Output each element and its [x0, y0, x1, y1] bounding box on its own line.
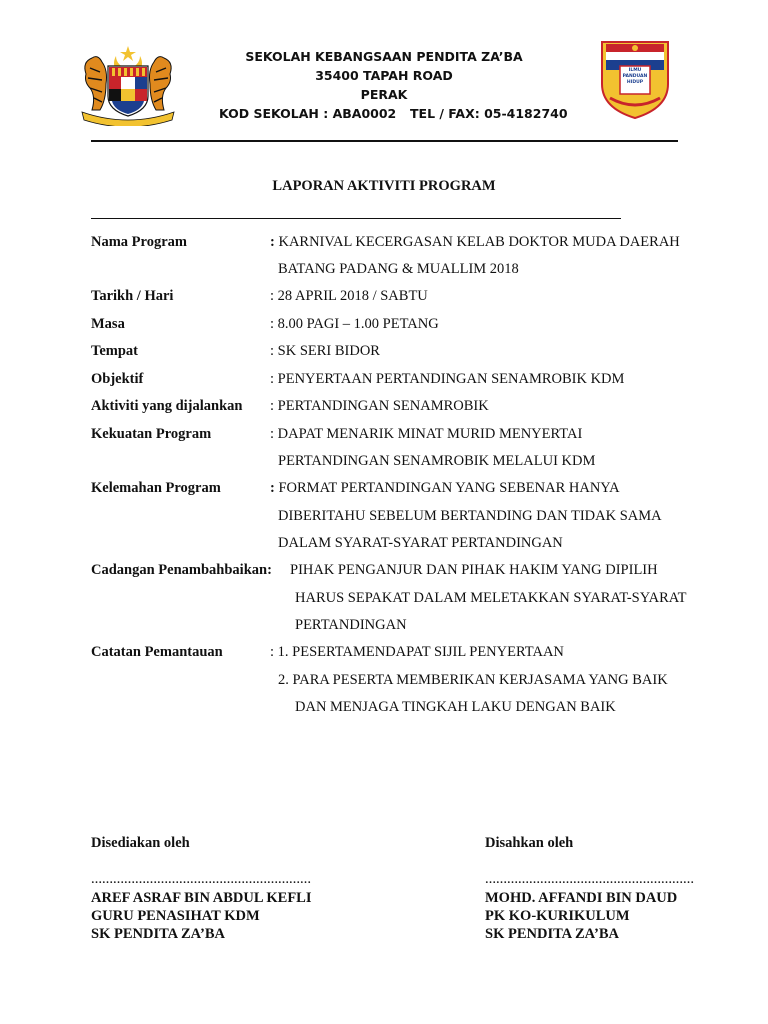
title-underline [91, 218, 621, 219]
school-address-line1: 35400 TAPAH ROAD [315, 68, 453, 83]
value-cadangan-line2: HARUS SEPAKAT DALAM MELETAKKAN SYARAT-SYARAT [295, 590, 687, 606]
prepared-by-school: SK PENDITA ZA’BA [91, 926, 226, 942]
prepared-by-signature-line: …………………………………………………… [91, 874, 311, 886]
value-cadangan-line1: PIHAK PENGANJUR DAN PIHAK HAKIM YANG DIPILIH [290, 562, 658, 578]
value-kelemahan-line2: DIBERITAHU SEBELUM BERTANDING DAN TIDAK SAMA [278, 508, 662, 524]
value-catatan-line1: : 1. PESERTAMENDAPAT SIJIL PENYERTAAN [270, 644, 564, 660]
school-tel-fax: TEL / FAX: 05-4182740 [410, 106, 568, 121]
value-cadangan-line3: PERTANDINGAN [295, 617, 407, 633]
value-catatan-line3: DAN MENJAGA TINGKAH LAKU DENGAN BAIK [295, 699, 616, 715]
label-tarikh-hari: Tarikh / Hari [91, 288, 174, 304]
value-objektif: : PENYERTAAN PERTANDINGAN SENAMROBIK KDM [270, 371, 625, 387]
value-aktiviti: : PERTANDINGAN SENAMROBIK [270, 398, 489, 414]
approved-by-signature-line: ………………………………………………… [485, 874, 694, 886]
value-tempat: : SK SERI BIDOR [270, 343, 380, 359]
value-kekuatan-line2: PERTANDINGAN SENAMROBIK MELALUI KDM [278, 453, 596, 469]
prepared-by-name: AREF ASRAF BIN ABDUL KEFLI [91, 890, 312, 906]
label-objektif: Objektif [91, 371, 144, 387]
label-cadangan: Cadangan Penambahbaikan: [91, 562, 272, 578]
value-catatan-line2: 2. PARA PESERTA MEMBERIKAN KERJASAMA YANG BAIK [278, 672, 668, 688]
motto-word-1: ILMU [628, 68, 642, 73]
value-kekuatan-line1: : DAPAT MENARIK MINAT MURID MENYERTAI [270, 426, 583, 442]
label-tempat: Tempat [91, 343, 138, 359]
approved-by-caption: Disahkan oleh [485, 835, 574, 851]
approved-by-school: SK PENDITA ZA’BA [485, 926, 620, 942]
header-divider [91, 140, 678, 142]
value-nama-program-line2: BATANG PADANG & MUALLIM 2018 [278, 261, 519, 277]
school-address-line2: PERAK [360, 87, 408, 102]
prepared-by-caption: Disediakan oleh [91, 835, 190, 851]
label-nama-program: Nama Program [91, 234, 187, 250]
document-title: LAPORAN AKTIVITI PROGRAM [272, 178, 496, 194]
label-kekuatan-program: Kekuatan Program [91, 426, 212, 442]
prepared-by-position: GURU PENASIHAT KDM [91, 908, 260, 924]
value-masa: : 8.00 PAGI – 1.00 PETANG [270, 316, 439, 332]
approved-by-name: MOHD. AFFANDI BIN DAUD [485, 890, 678, 906]
approved-by-position: PK KO-KURIKULUM [485, 908, 630, 924]
value-kelemahan-line3: DALAM SYARAT-SYARAT PERTANDINGAN [278, 535, 563, 551]
label-masa: Masa [91, 316, 125, 332]
value-nama-program-line1: : KARNIVAL KECERGASAN KELAB DOKTOR MUDA DAERAH [270, 234, 680, 250]
label-kelemahan-program: Kelemahan Program [91, 480, 221, 496]
motto-word-2: PANDUAN [622, 74, 648, 79]
school-code: KOD SEKOLAH : ABA0002 [219, 106, 397, 121]
value-kelemahan-line1: : FORMAT PERTANDINGAN YANG SEBENAR HANYA [270, 480, 620, 496]
motto-word-3: HIDUP [626, 80, 644, 85]
school-name: SEKOLAH KEBANGSAAN PENDITA ZA’BA [245, 49, 523, 64]
value-tarikh-hari: : 28 APRIL 2018 / SABTU [270, 288, 428, 304]
label-aktiviti: Aktiviti yang dijalankan [91, 398, 243, 414]
label-catatan-pemantauan: Catatan Pemantauan [91, 644, 223, 660]
